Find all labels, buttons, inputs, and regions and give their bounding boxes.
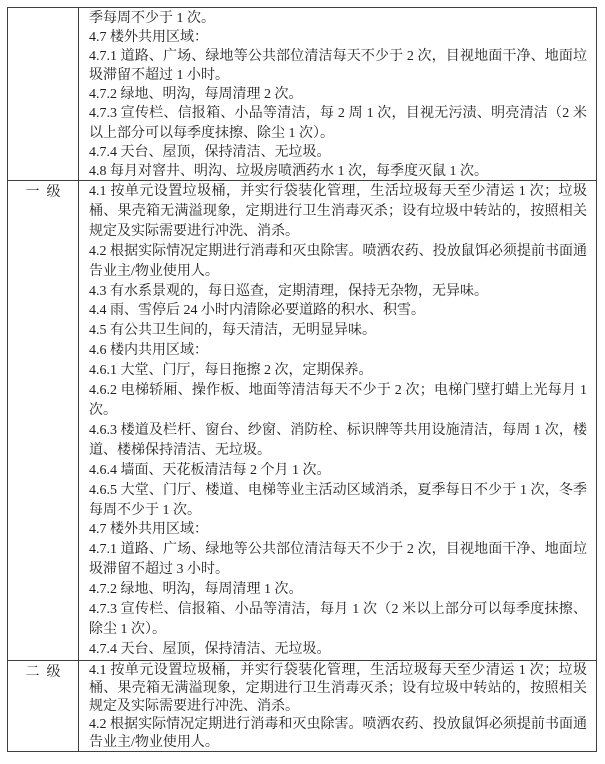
standard-item: 4.1 按单元设置垃圾桶，并实行袋装化管理，生活垃圾每天至少清运 1 次；垃圾桶、果壳箱无满溢现象，定期进行卫生消毒灭杀；设有垃圾中转站的，按照相关规定及实际需要进行冲洗、消杀。: [89, 184, 587, 239]
standard-item: 4.3 有水系景观的，每日巡查，定期清理，保持无杂物，无异味。: [89, 283, 488, 299]
standard-item: 4.2 根据实际情况定期进行消毒和灭虫除害。喷洒农药、投放鼠饵必须提前书面通告业主/物业使用人。: [89, 716, 587, 750]
standard-item: 4.7.2 绿地、明沟，每周清理 1 次。: [89, 582, 303, 598]
standard-item: 4.7.3 宣传栏、信报箱、小品等清洁，每 2 周 1 次，目视无污渍、明亮清洁（2 米以上部分可以每季度抹擦、除尘 1 次）。: [89, 106, 587, 141]
cleaning-standards-table: [7, 7, 597, 752]
standard-item: 4.7.4 天台、屋顶，保持清洁、无垃圾。: [89, 641, 331, 657]
standard-item: 4.6.2 电梯轿厢、操作板、地面等清洁每天不少于 2 次；电梯门壁打蜡上光每月 1 次。: [89, 383, 587, 418]
standard-item: 4.7.2 绿地、明沟，每周清理 2 次。: [89, 87, 303, 103]
table-row-level-2: [8, 661, 597, 752]
standard-item: 季每周不少于 1 次。: [89, 11, 215, 26]
level-cell-empty: [8, 8, 79, 181]
standard-item: 4.7.1 道路、广场、绿地等公共部位清洁每天不少于 2 次，目视地面干净、地面垃圾滞留不超过 3 小时。: [89, 542, 587, 578]
standard-item: 4.7.1 道路、广场、绿地等公共部位清洁每天不少于 2 次，目视地面干净、地面垃圾滞留不超过 1 小时。: [89, 49, 587, 84]
table-row-continuation: [8, 8, 597, 181]
content-cell: [79, 661, 597, 752]
level-cell-level-1: 一 级: [8, 181, 79, 661]
content-cellbox: [79, 661, 596, 751]
standard-item: 4.4 雨、雪停后 24 小时内清除必要道路的积水、积雪。: [89, 303, 425, 319]
content-cellbox: [79, 8, 596, 180]
content-cell: [79, 181, 597, 661]
content-cell: [79, 8, 597, 181]
standard-item: 4.6.3 楼道及栏杆、窗台、纱窗、消防栓、标识牌等共用设施清洁，每周 1 次，楼道、楼梯保持清洁、无垃圾。: [89, 422, 587, 458]
standard-item: 4.6.1 大堂、门厅，每日拖擦 2 次，定期保养。: [89, 363, 373, 379]
standard-item: 4.2 根据实际情况定期进行消毒和灭虫除害。喷洒农药、投放鼠饵必须提前书面通告业主/物业使用人。: [89, 243, 587, 279]
standard-item: 4.6 楼内共用区域：: [89, 343, 208, 359]
table-row-level-1: [8, 181, 597, 661]
level-cell-level-2: 二 级: [8, 661, 79, 752]
content-cellbox: [79, 181, 596, 660]
standard-item: 4.8 每月对窨井、明沟、垃圾房喷洒药水 1 次，每季度灭鼠 1 次。: [89, 163, 488, 179]
standard-item: 4.7 楼外共用区域：: [89, 522, 208, 538]
standard-item: 4.7 楼外共用区域：: [89, 30, 208, 46]
standard-item: 4.1 按单元设置垃圾桶，并实行袋装化管理，生活垃圾每天至少清运 1 次；垃圾桶、果壳箱无满溢现象，定期进行卫生消毒灭杀；设有垃圾中转站的，按照相关规定及实际需要进行冲洗、消杀。: [89, 663, 587, 714]
standard-item: 4.7.3 宣传栏、信报箱、小品等清洁，每月 1 次（2 米以上部分可以每季度抹擦、除尘 1 次）。: [89, 602, 587, 637]
standard-item: 4.7.4 天台、屋顶，保持清洁、无垃圾。: [89, 144, 331, 160]
standard-item: 4.6.5 大堂、门厅、楼道、电梯等业主活动区域消杀，夏季每日不少于 1 次，冬季每周不少于 1 次。: [89, 482, 587, 518]
standard-item: 4.6.4 墙面、天花板清洁每 2 个月 1 次。: [89, 462, 331, 478]
standard-item: 4.5 有公共卫生间的，每天清洁，无明显异味。: [89, 323, 376, 339]
